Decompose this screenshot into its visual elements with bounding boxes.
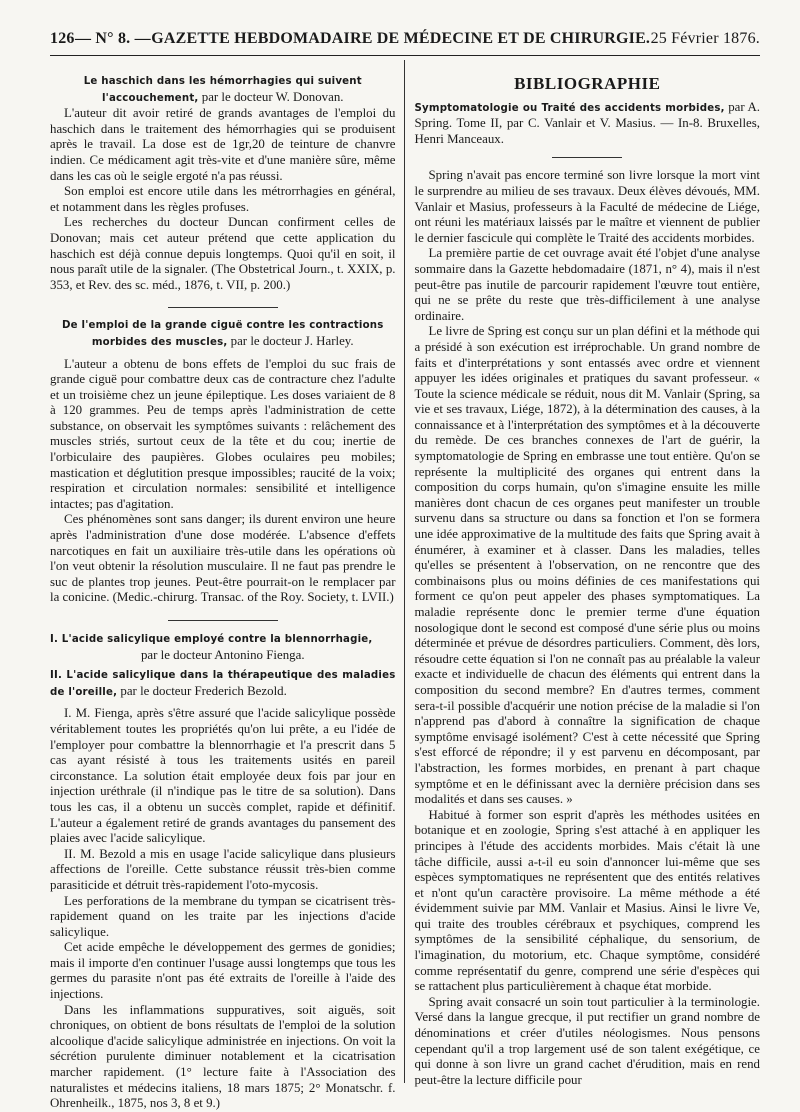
journal-title: GAZETTE HEBDOMADAIRE DE MÉDECINE ET DE CHIRURGIE. bbox=[151, 30, 651, 47]
article-haschich-body: L'auteur dit avoir retiré de grands avantages de l'emploi du haschich dans le traitement des hémorrhagies qui se produisent après le travail. La dose est de 1gr,20 de teinture de chanvre indien. Ce médicament agit très-vite et d'une manière sûre, même dans les cas où le seigle ergoté n'a pas réussi. Son emploi est encore utile dans les métrorrhagies en général, et notamment dans les règles profuses. Les recherches du docteur Duncan confirment celles de Donovan; mais cet auteur prétend que cette application du haschich est déjà connue depuis longtemps. Quoi qu'il en soit, il nous paraît utile de la signaler. (The Obstetrical Journ., t. XXIX, p. 353, et Rev. des sc. méd., 1876, t. VII, p. 200.) bbox=[50, 106, 396, 292]
article-salicylique-oreille-title: II. L'acide salicylique dans la thérapeutique des maladies de l'oreille, par le docteur Frederich Bezold. bbox=[50, 670, 396, 698]
issue-number: — N° 8. — bbox=[75, 30, 151, 47]
bibliography-heading: BIBLIOGRAPHIE bbox=[514, 74, 661, 93]
header-rule bbox=[50, 55, 760, 56]
page-number: 126 bbox=[50, 30, 75, 47]
right-column bbox=[409, 60, 761, 1087]
columns bbox=[50, 60, 760, 1111]
article-cigue-body: L'auteur a obtenu de bons effets de l'emploi du suc frais de grande ciguë pour combattre deux cas de contracture chez l'adulte et un troisième chez un jeune épileptique. Les doses variaient de 8 à 120 grammes. Peu de temps après l'administration de cette substance, on observait les symptômes suivants : relâchement des muscles striés, surtout ceux de la tête et du cou; inertie de l'orbiculaire des paupières. Globes oculaires peu mobiles; mastication et déglutition presque impossibles; raucité de la voix; respiration et circulation normales: sensibilité et intelligence intactes; pas d'agitation. Ces phénomènes sont sans danger; ils durent environ une heure après l'administration d'une dose modérée. L'absence d'effets narcotiques en fait un auxiliaire très-utile dans les opérations où l'on veut obtenir la résolution musculaire. Il ne faut pas prendre le suc de plantes trop jeunes. Peut-être pourrait-on le remplacer par la conicine. (Medic.-chirurg. Transac. of the Roy. Society, t. LVII.) bbox=[50, 356, 396, 605]
issue-date: 25 Février 1876. bbox=[650, 30, 760, 47]
article-salicylique-body: I. M. Fienga, après s'être assuré que l'acide salicylique possède véritablement toutes les propriétés qu'on lui prête, a eu l'idée de l'employer pour combattre la blennorrhagie et l'a prescrit dans 5 cas ayant résisté à tous les traitements usités en pareil circonstance. La solution était employée deux fois par jour en injection uréthrale (il n'indique pas le titre de sa solution). Dans tous les cas, il a obtenu un succès complet, rapide et définitif. L'auteur a également retiré de grands avantages du pansement des plaies avec l'acide salicylique. II. M. Bezold a mis en usage l'acide salicylique dans plusieurs affections de l'oreille. Cette substance réussit très-bien comme parasiticide et détruit très-rapidement l'oto-mycosis. Les perforations de la membrane du tympan se cicatrisent très-rapidement quand on les traite par les injections d'acide salicylique. Cet acide empêche le développement des germes de gonidies; mais il importe d'en continuer l'usage aussi longtemps que tous les germes du parasite n'ont pas été extraits de l'oreille à l'aide des injections. Dans les inflammations suppuratives, soit aiguës, soit chroniques, on obtient de bons résultats de l'emploi de la solution alcoolique d'acide salicylique administrée en injections. On voit la sécrétion purulente diminuer notablement et la cicatrisation marcher rapidement. (1° lecture faite à l'Association des naturalistes et médecins italiens, 18 mars 1875; 2° Monatschr. f. Ohrenheilk., 1875, nos 3, 8 et 9.) bbox=[50, 706, 396, 1111]
column-separator bbox=[404, 60, 405, 1083]
article-haschich-title: Le haschich dans les hémorrhagies qui suivent l'accouchement, par le docteur W. Donovan. bbox=[83, 76, 362, 104]
section-divider bbox=[552, 157, 622, 158]
section-divider bbox=[168, 620, 278, 621]
article-cigue-title: De l'emploi de la grande ciguë contre les contractions morbides des muscles, par le docteur J. Harley. bbox=[62, 320, 384, 348]
left-column bbox=[50, 60, 400, 1111]
review-body: Spring n'avait pas encore terminé son livre lorsque la mort vint le surprendre au milieu de ses travaux. Deux élèves dévoués, MM. Vanlair et Masius, professeurs à la Faculté de médecine de Liége, ont réuni les matériaux laissés par le maître et viennent de publier le dernier fascicule qui complète le Traité des accidents morbides. La première partie de cet ouvrage avait été l'objet d'une analyse sommaire dans la Gazette hebdomadaire (1871, n° 4), mais il n'est peut-être pas inutile de parcourir rapidement l'œuvre tout entière, qui ne se prête du reste que très-difficilement à une analyse ordinaire. Le livre de Spring est conçu sur un plan défini et la méthode qui a présidé à son exécution est irréprochable. Un grand nombre de faits et d'interprétations y sont entassés avec ordre et viennent appuyer les idées originales et pratiques du savant professeur. « Toute la science médicale se réduit, nous dit M. Vanlair (Spring, sa vie et ses travaux, Liége, 1872), à la détermination des causes, à la connaissance et à l'interprétation des symptômes et à la découverte du remède. De ces branches connexes de l'art de guérir, la symptomatologie de Spring en embrasse une tout entière. Qu'on se représente la multiplicité des organes qui entrent dans la composition du corps humain, qu'on s'imagine ensuite les mille manières dont chacun de ces organes peut manifester un trouble survenu dans sa structure ou dans sa fonction et l'on se formera une idée approximative de la multitude des faits que Spring avait à énumérer, à examiner et à classer. Dans les maladies, telles qu'elles se présentent à l'observation, on ne rencontre que des combinaisons plus ou moins définies de ces manifestations qui forment ce qu'on peut appeler des phases symptomatiques. La maladie représente donc le premier terme d'une équation nosologique dont le second est composé d'une série plus ou moins déterminée et prévue de désordres particuliers. Comment, dès lors, résoudre cette équation si l'on ne connaît pas au préalable la valeur exacte et individuelle de chacun des éléments qui entrent dans la composition du second membre? En d'autres termes, comment sera-t-il possible d'acquérir une notion précise de la maladie si l'on n'apprend pas d'abord à connaître la signification de chaque symptôme envisagé isolément? C'est à cette nécessité que Spring s'est efforcé de répondre; il y est parvenu en décomposant, par l'abstraction, les formes morbides, en prenant à part chaque symptôme et en le définissant avec la dernière précision dans ses modalités et dans ses causes. » Habitué à former son esprit d'après les méthodes usitées en botanique et en zoologie, Spring s'est attaché à en appliquer les principes à l'étude des accidents morbides. Mais c'était là une tâche difficile, aussi a-t-il eu soin d'annoncer lui-même que ses espèces symptomatiques ne représentent que des entités relatives et n'ont qu'un caractère provisoire. La même méthode a été évidemment suivie par MM. Vanlair et Masius. Ainsi le livre Ve, qui traite des troubles cérébraux et psychiques, comprend les symptômes de la sensibilité céphalique, du sensorium, de l'imagination, du motorium, etc. Chaque symptôme, considéré comme représentatif du genre, comprend une série d'espèces qui se rattachent plus particulièrement à chaque état morbide. Spring avait consacré un soin tout particulier à la terminologie. Versé dans la langue grecque, il put rectifier un grand nombre de dénominations et créer d'utiles néologismes. Nous pensons cependant qu'il a trop largement usé de son talent exégétique, ce qui donne à son livre un grand cachet d'érudition, mais en rend peut-être la lecture difficile pour bbox=[414, 168, 760, 1087]
article-salicylique-blennorrhagie-title: I. L'acide salicylique employé contre la blennorrhagie, par le docteur Antonino Fienga. bbox=[50, 634, 373, 662]
section-divider bbox=[168, 307, 278, 308]
page-header bbox=[50, 30, 760, 52]
review-title: Symptomatologie ou Traité des accidents morbides, par A. Spring. Tome II, par C. Vanlair et V. Masius. — In-8. Bruxelles, Henri Manceaux. bbox=[414, 99, 760, 146]
